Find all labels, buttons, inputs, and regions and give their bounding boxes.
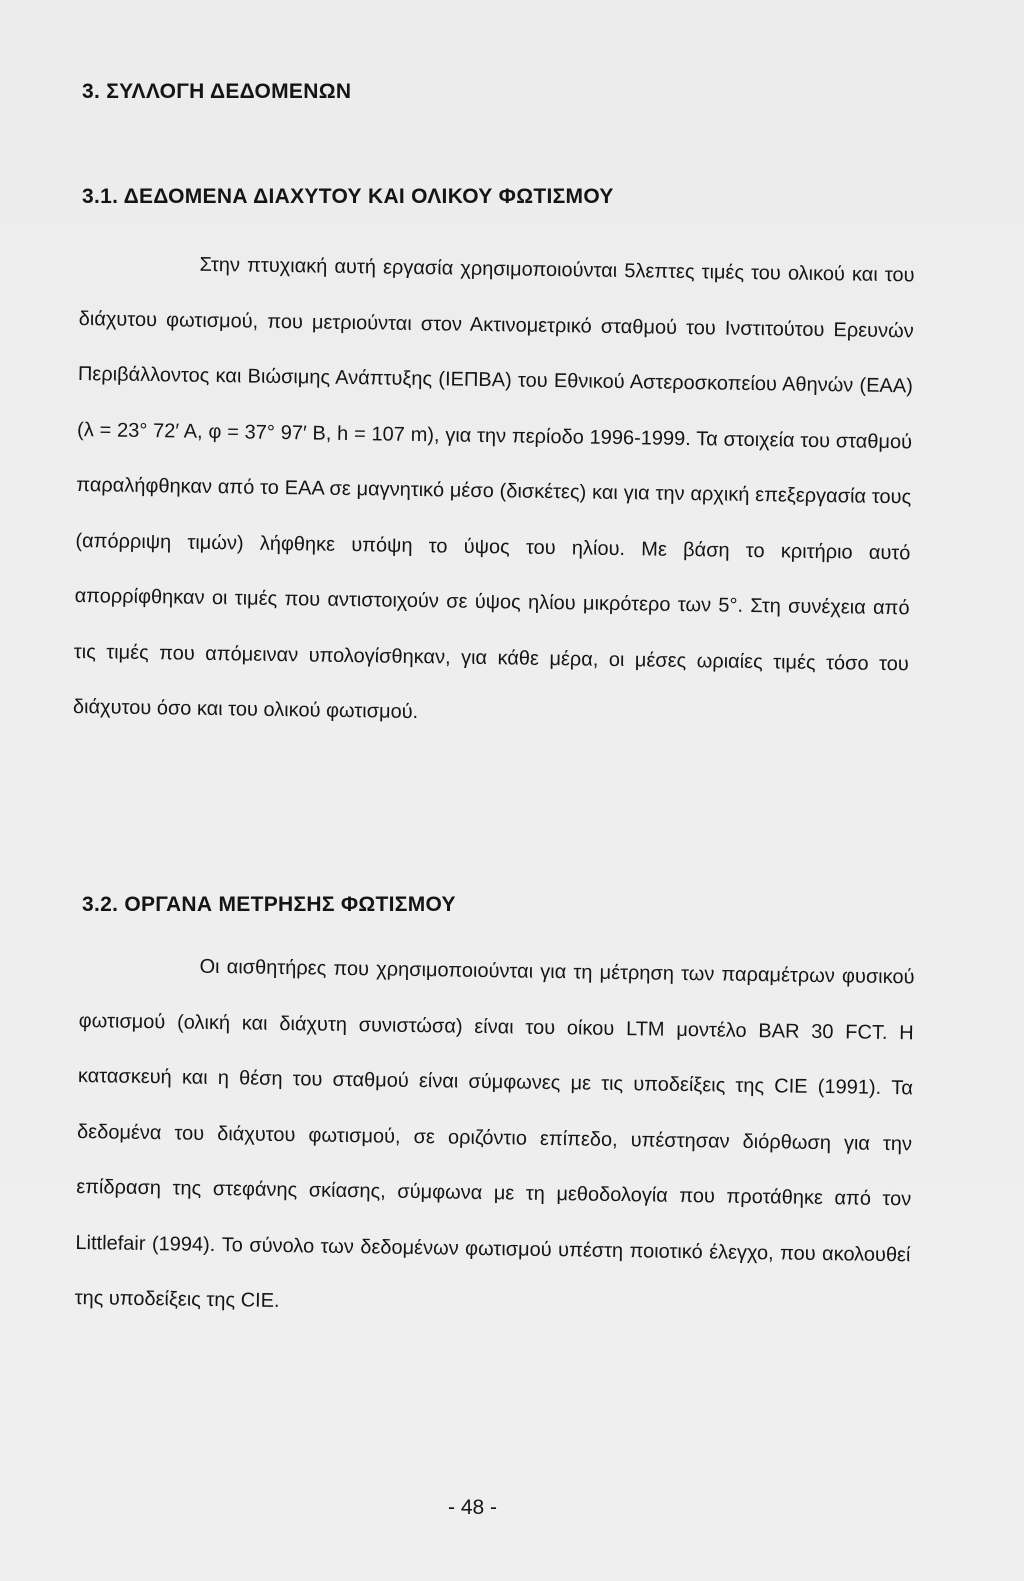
section-paragraph-3-1: Στην πτυχιακή αυτή εργασία χρησιμοποιούνται 5λεπτες τιμές του ολικού και του διάχυτου φωτισμού, που μετριούνται στον Ακτινομετρικό σταθμού του Ινστιτούτου Ερευνών Περιβάλλοντος και Βιώσιμης Ανάπτυξης (ΙΕΠΒΑ) του Εθνικού Αστεροσκοπείου Αθηνών (ΕΑΑ) (λ = 23° 72′ Α, φ = 37° 97′ Β, h = 107 m), για την περίοδο 1996-1999. Τα στοιχεία του σταθμού παραλήφθηκαν από το ΕΑΑ σε μαγνητικό μέσο (δισκέτες) και για την αρχική επεξεργασία τους (απόρριψη τιμών) λήφθηκε υπόψη το ύψος του ηλίου. Με βάση το κριτήριο αυτό απορρίφθηκαν οι τιμές που αντιστοιχούν σε ύψος ηλίου μικρότερο των 5°. Στη συνέχεια από τις τιμές που απόμειναν υπολογίσθηκαν, για κάθε μέρα, οι μέσες ωριαίες τιμές τόσο του διάχυτου όσο και του ολικού φωτισμού.	[72, 253, 915, 724]
section-heading-3-1: 3.1. ΔΕΔΟΜΕΝΑ ΔΙΑΧΥΤΟΥ ΚΑΙ ΟΛΙΚΟΥ ΦΩΤΙΣΜΟΥ	[82, 185, 614, 208]
section-paragraph-3-2: Οι αισθητήρες που χρησιμοποιούνται για τη μέτρηση των παραμέτρων φυσικού φωτισμού (ολική και διάχυτη συνιστώσα) είναι του οίκου LTM μοντέλο BAR 30 FCT. Η κατασκευή και η θέση του σταθμού είναι σύμφωνες με τις υποδείξεις της CIE (1991). Τα δεδομένα του διάχυτου φωτισμού, σε οριζόντιο επίπεδο, υπέστησαν διόρθωση για την επίδραση της στεφάνης σκίασης, σύμφωνα με τη μεθοδολογία που προτάθηκε από τον Littlefair (1994). Το σύνολο των δεδομένων φωτισμού υπέστη ποιοτικό έλεγχο, που ακολουθεί της υποδείξεις της CIE.	[74, 955, 915, 1312]
chapter-title: 3. ΣΥΛΛΟΓΗ ΔΕΔΟΜΕΝΩΝ	[82, 80, 352, 103]
section-heading-3-2: 3.2. ΟΡΓΑΝΑ ΜΕΤΡΗΣΗΣ ΦΩΤΙΣΜΟΥ	[82, 893, 456, 916]
page-number: - 48 -	[448, 1496, 498, 1519]
